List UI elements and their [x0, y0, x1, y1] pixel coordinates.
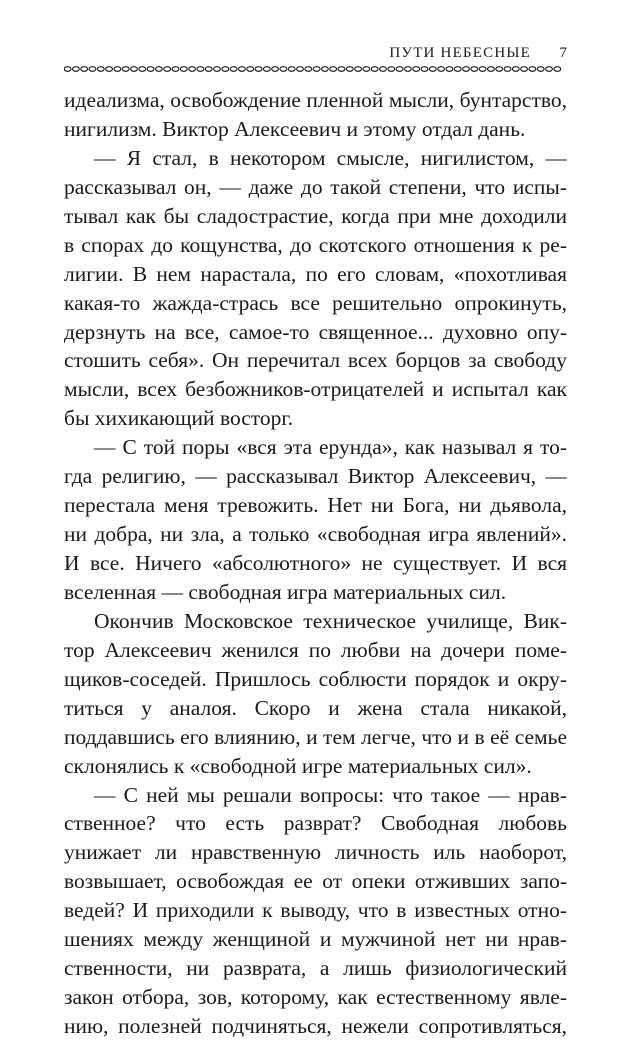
- text-line: бы хихикающий восторг.: [64, 406, 294, 431]
- text-line: ственности, ни разврата, а лишь физиологический: [64, 956, 567, 981]
- text-line: идеализма, освобождение пленной мысли, бунтарство,: [64, 88, 567, 112]
- text-line: рассказывал он, — даже до такой степени, что испы-: [64, 174, 567, 199]
- text-line: шениях между женщиной и мужчиной нет ни нрав-: [64, 927, 567, 952]
- text-line: какая-то жажда-стрась все решительно опрокинуть,: [64, 290, 567, 315]
- text-line: в спорах до кощунства, до скотского отношения к ре-: [64, 232, 567, 257]
- text-line: дерзнуть на все, самое-то священное... духовно опу-: [64, 319, 567, 344]
- text-body: [64, 86, 567, 1041]
- text-line: ни добра, ни зла, а только «свободная игра явлений».: [64, 522, 567, 547]
- text-line: нигилизм. Виктор Алексеевич и этому отдал дань.: [64, 116, 526, 141]
- text-line: склонялись к «свободной игре материальных сил».: [64, 753, 532, 778]
- text-line: возвышает, освобождая ее от опеки отживших запо-: [64, 869, 567, 894]
- text-line: перестала меня тревожить. Нет ни Бога, ни дьявола,: [64, 493, 567, 518]
- text-line: гда религию, — рассказывал Виктор Алексеевич, —: [64, 464, 567, 489]
- text-line: мысли, всех безбожников-отрицателей и испытал как: [64, 377, 567, 402]
- running-title: ПУТИ НЕБЕСНЫЕ: [389, 45, 531, 61]
- text-line: поддавшись его влиянию, и тем легче, что и в её семье: [64, 724, 567, 749]
- text-line: тор Алексеевич женился по любви на дочери поме-: [64, 637, 567, 662]
- text-line: — С ней мы решали вопросы: что такое — нрав-: [94, 782, 567, 807]
- text-line: титься у аналоя. Скоро и жена стала никакой,: [64, 695, 567, 720]
- text-line: — С той поры «вся эта ерунда», как называл я то-: [94, 435, 567, 460]
- text-line: ведей? И приходили к выводу, что в известных отно-: [64, 898, 567, 923]
- text-line: тывал как бы сладострастие, когда при мне доходили: [64, 203, 567, 228]
- text-line: унижает ли нравственную личность иль наоборот,: [64, 840, 567, 865]
- text-line: И все. Ничего «абсолютного» не существует. И вся: [64, 551, 567, 575]
- text-line: — Я стал, в некотором смысле, нигилистом, —: [94, 145, 567, 170]
- text-line: ственное? что есть разврат? Свободная любовь: [64, 811, 567, 836]
- text-line: закон отбора, зов, которому, как естественному явле-: [64, 985, 567, 1010]
- text-line: Окончив Московское техническое училище, Вик-: [94, 608, 567, 633]
- text-line: вселенная — свободная игра материальных сил.: [64, 579, 507, 604]
- text-line: стошить себя». Он перечитал всех борцов за свободу: [64, 348, 567, 373]
- text-line: лигии. В нем нарастала, по его словам, «похотливая: [64, 261, 567, 286]
- running-head: [64, 43, 567, 63]
- ornamental-rule: [64, 64, 567, 74]
- text-line: нию, полезней подчиняться, нежели сопротивляться,: [64, 1014, 567, 1038]
- text-line: щиков-соседей. Пришлось соблюсти порядок и окру-: [64, 666, 567, 691]
- page-number: 7: [559, 45, 567, 61]
